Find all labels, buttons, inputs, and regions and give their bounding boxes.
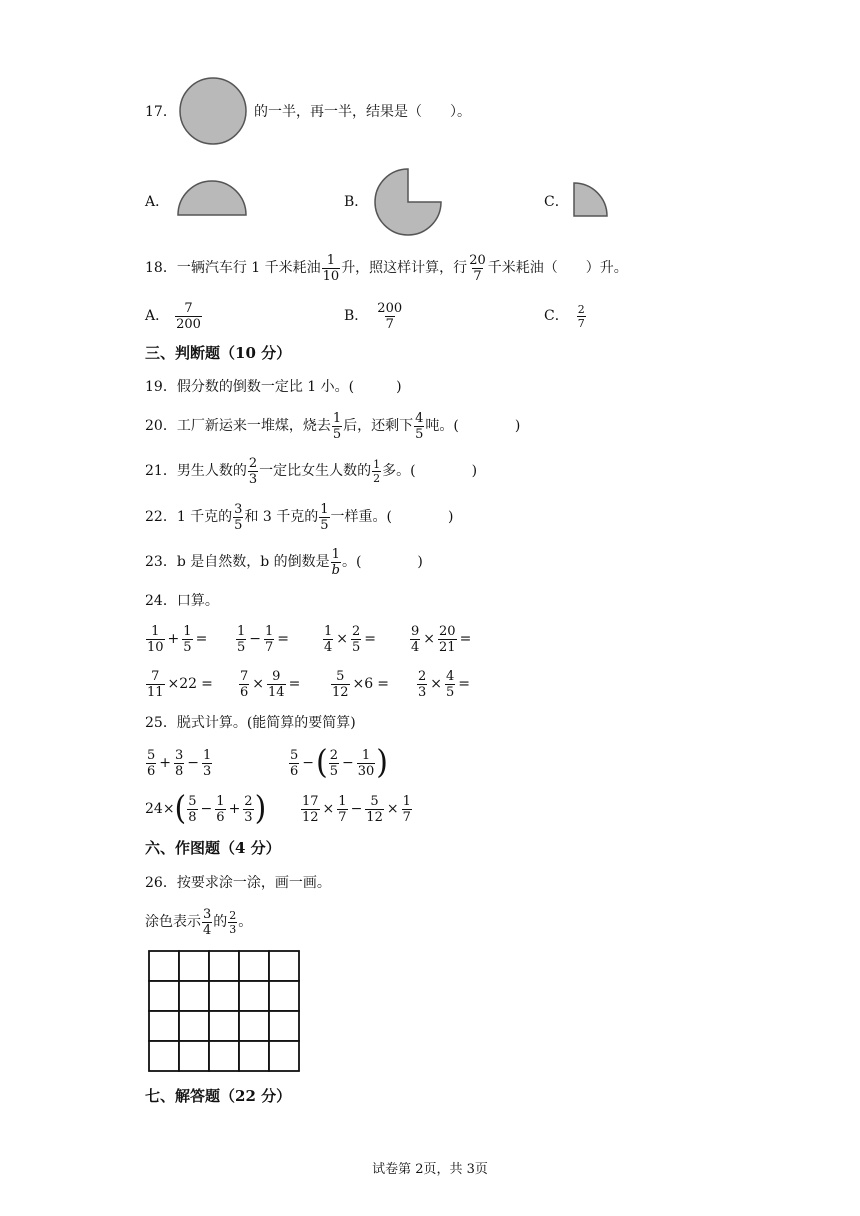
fraction [365,795,384,824]
denominator: 2 [373,471,381,485]
q17-option-a-label: A． [145,194,170,210]
q26-instruction [145,902,252,942]
denominator: 10 [147,639,164,655]
denominator: 5 [320,517,329,533]
q18-number: 18． [145,260,177,276]
numerator: 20 [469,252,486,268]
denominator: 12 [302,809,319,825]
denominator: 7 [338,809,347,825]
operator: × [252,676,265,692]
numerator: 5 [147,747,156,763]
grid-cell[interactable] [149,981,179,1011]
grid-cell[interactable] [239,1011,269,1041]
grid-cell[interactable] [209,981,239,1011]
q21-text-1: 21．男生人数的 [145,463,247,479]
numerator: 1 [332,410,342,426]
right-parenthesis: ) [376,743,389,782]
numerator: 9 [411,623,420,639]
q25-expression-4 [300,789,413,829]
numerator: 2 [329,747,339,763]
numerator: 1 [216,793,225,809]
q21-text-2: 一定比女生人数的 [259,463,372,479]
denominator: 3 [418,684,427,700]
grid-cell[interactable] [269,1041,299,1071]
denominator: 5 [237,639,246,655]
operator: ×6 [352,676,374,692]
grid-cell[interactable] [269,981,299,1011]
grid-cell[interactable] [149,1011,179,1041]
q24-title: 24．口算。 [145,593,219,609]
operator: × [386,801,399,817]
q23-text-2: 。( ) [341,554,423,570]
q17-number: 17． [145,104,177,120]
fraction [146,625,165,654]
q24-row-1-item-3 [322,619,378,659]
numerator: 20 [439,623,456,639]
numerator: 1 [237,623,246,639]
numerator: 3 [203,906,212,922]
fraction [322,254,341,283]
operator: + [159,755,172,771]
q20 [145,406,520,446]
numerator: 5 [290,747,299,763]
q20-text-2: 后，还剩下 [343,418,414,434]
fraction [402,795,412,824]
numerator: 2 [244,793,253,809]
denominator: 8 [188,809,197,825]
denominator: 8 [175,763,184,779]
denominator: 4 [203,922,212,938]
grid-cell[interactable] [209,1041,239,1071]
numerator: 5 [336,668,345,684]
denominator: 200 [176,316,201,332]
q21 [145,452,477,490]
fraction [239,670,249,699]
denominator: 10 [322,268,340,284]
q22-text-1: 22．1 千克的 [145,509,233,525]
numerator: 1 [373,457,381,471]
fraction [445,670,455,699]
denominator: 5 [446,684,455,700]
denominator: 4 [324,639,333,655]
denominator: b [331,562,340,578]
equals-sign: = [277,631,290,647]
q25-expression-3 [145,789,266,829]
operator: − [200,801,213,817]
numerator: 3 [234,501,243,517]
grid-cell[interactable] [239,981,269,1011]
fraction [182,625,192,654]
full-circle-figure [178,76,248,146]
q24-row-2-item-1 [145,664,215,704]
numerator: 1 [183,623,192,639]
denominator: 6 [290,763,299,779]
denominator: 5 [234,517,243,533]
fraction [372,459,381,484]
denominator: 3 [229,922,237,936]
grid-cell[interactable] [179,1041,209,1071]
coloring-grid[interactable] [147,949,301,1073]
fraction [376,302,403,331]
grid-cell[interactable] [179,981,209,1011]
fraction [319,503,329,532]
fraction [289,749,299,778]
q23-text-1: 23．b 是自然数，b 的倒数是 [145,554,330,570]
denominator: 3 [248,471,258,487]
numerator: 1 [361,747,371,763]
numerator: 7 [151,668,160,684]
operator: + [228,801,241,817]
q18-question [145,248,628,288]
equals-sign: = [195,631,208,647]
denominator: 5 [329,763,339,779]
operator: × [336,631,349,647]
q22 [145,497,453,537]
fraction [357,749,376,778]
fraction [202,908,212,937]
q24-row-2-item-4 [416,664,472,704]
denominator: 12 [332,684,349,700]
fraction [243,795,253,824]
section-title-judgment: 三、判断题（10 分） [145,344,292,362]
fraction [577,304,586,329]
q26-text-1: 涂色表示 [145,914,201,930]
left-parenthesis: ( [174,789,187,828]
q17-text: 的一半，再一半，结果是（ ）。 [254,104,471,120]
operator: − [350,801,363,817]
grid-cell[interactable] [239,951,269,981]
option-label: B． [344,308,369,324]
numerator: 2 [418,668,427,684]
numerator: 7 [184,300,193,316]
left-parenthesis: ( [316,743,328,782]
fraction [228,910,237,935]
fraction [174,749,184,778]
operator: × [423,631,436,647]
page-footer: 试卷第 2页，共 3页 [372,1162,488,1177]
numerator: 5 [188,793,197,809]
equals-sign: = [459,631,472,647]
operator: × [322,801,335,817]
denominator: 6 [147,763,156,779]
fraction [175,302,202,331]
grid-cell[interactable] [149,951,179,981]
q26-text-2: 的 [213,914,228,930]
q24-row-1-item-2 [235,619,291,659]
fraction [351,625,361,654]
denominator: 5 [183,639,192,655]
q17-option-b-label: B． [344,194,369,210]
equals-sign: = [377,676,389,692]
numerator: 4 [446,668,455,684]
q19: 19．假分数的倒数一定比 1 小。( ) [145,379,402,395]
fraction [146,749,156,778]
denominator: 5 [332,426,342,442]
fraction [323,625,333,654]
grid-cell[interactable] [239,1041,269,1071]
operator: − [342,755,354,771]
grid-cell[interactable] [269,951,299,981]
fraction [202,749,212,778]
operator: + [167,631,180,647]
denominator: 14 [268,684,285,700]
q23 [145,542,423,582]
q24-row-1-item-1 [145,619,209,659]
denominator: 6 [240,684,249,700]
numerator: 200 [377,300,403,316]
numerator: 2 [229,908,237,922]
right-parenthesis: ) [254,789,267,828]
q24-row-2-item-2 [238,664,302,704]
q21-text-3: 多。( ) [382,463,478,479]
fraction [301,795,320,824]
fraction [264,625,274,654]
option-label: A． [145,308,170,324]
grid-cell[interactable] [269,1011,299,1041]
denominator: 4 [411,639,420,655]
fraction [215,795,225,824]
operator: × [430,676,443,692]
grid-cell[interactable] [149,1041,179,1071]
q18-text-1: 一辆汽车行 1 千米耗油 [176,260,321,276]
denominator: 6 [216,809,225,825]
q17-option-c-label: C． [544,194,569,210]
fraction [233,503,243,532]
fraction [267,670,286,699]
three-quarter-circle-option-b[interactable] [372,166,444,238]
numerator: 1 [402,793,411,809]
numerator: 7 [240,668,249,684]
numerator: 3 [175,747,184,763]
grid-cell[interactable] [179,951,209,981]
q20-text-1: 20．工厂新运来一堆煤，烧去 [145,418,331,434]
q20-text-3: 吨。( ) [425,418,521,434]
fraction [146,670,165,699]
operator: − [187,755,200,771]
q18-option-b[interactable] [344,296,404,336]
q26-text-3: 。 [238,914,253,930]
numerator: 1 [331,546,340,562]
operator: − [249,631,262,647]
q18-option-a[interactable] [145,296,203,336]
q25-expression-1 [145,743,213,783]
numerator: 5 [370,793,379,809]
half-circle-option-a[interactable] [176,180,248,218]
denominator: 7 [473,268,482,284]
fraction [337,795,347,824]
fraction [332,412,342,441]
grid-cell[interactable] [209,951,239,981]
numerator: 1 [265,623,274,639]
q24-row-1-item-4 [409,619,473,659]
fraction [331,670,350,699]
section-title-drawing: 六、作图题（4 分） [145,839,281,857]
denominator: 3 [244,809,253,825]
fraction [414,412,424,441]
equals-sign: = [458,676,471,692]
multiplier: 24× [145,801,175,817]
numerator: 2 [352,623,361,639]
denominator: 11 [147,684,164,700]
q18-text-3: 千米耗油（ ）升。 [487,260,628,276]
numerator: 1 [324,623,333,639]
fraction [331,548,341,577]
section-title-solution: 七、解答题（22 分） [145,1087,292,1105]
fraction [248,457,258,486]
equals-sign: = [288,676,301,692]
option-label: C． [544,308,569,324]
numerator: 4 [415,410,424,426]
numerator: 17 [302,793,319,809]
operator: ×22 [167,676,198,692]
numerator: 9 [272,668,281,684]
denominator: 7 [265,639,274,655]
denominator: 7 [402,809,411,825]
grid-cell[interactable] [209,1011,239,1041]
numerator: 1 [320,501,329,517]
q22-text-3: 一样重。( ) [330,509,454,525]
fraction [468,254,487,283]
fraction [438,625,457,654]
grid-cell[interactable] [179,1011,209,1041]
fraction [236,625,246,654]
q18-option-c[interactable] [544,296,587,336]
fraction [187,795,197,824]
numerator: 1 [203,747,212,763]
denominator: 21 [439,639,456,655]
equals-sign: = [364,631,377,647]
denominator: 7 [385,316,394,332]
quarter-circle-option-c[interactable] [571,180,611,220]
q25-title: 25．脱式计算。(能简算的要简算) [145,715,356,731]
denominator: 7 [577,316,585,330]
denominator: 5 [352,639,361,655]
numerator: 1 [326,252,336,268]
denominator: 5 [415,426,424,442]
denominator: 12 [366,809,383,825]
q26-title: 26．按要求涂一涂，画一画。 [145,875,331,891]
numerator: 1 [151,623,160,639]
denominator: 3 [203,763,212,779]
numerator: 2 [248,455,258,471]
q22-text-2: 和 3 千克的 [244,509,319,525]
q18-text-2: 升，照这样计算，行 [341,260,468,276]
fraction [410,625,420,654]
fraction [417,670,427,699]
denominator: 30 [357,763,375,779]
operator: − [302,755,315,771]
fraction [329,749,339,778]
q25-expression-2 [288,743,388,783]
numerator: 2 [577,302,585,316]
q24-row-2-item-3 [330,664,391,704]
numerator: 1 [338,793,347,809]
equals-sign: = [201,676,213,692]
